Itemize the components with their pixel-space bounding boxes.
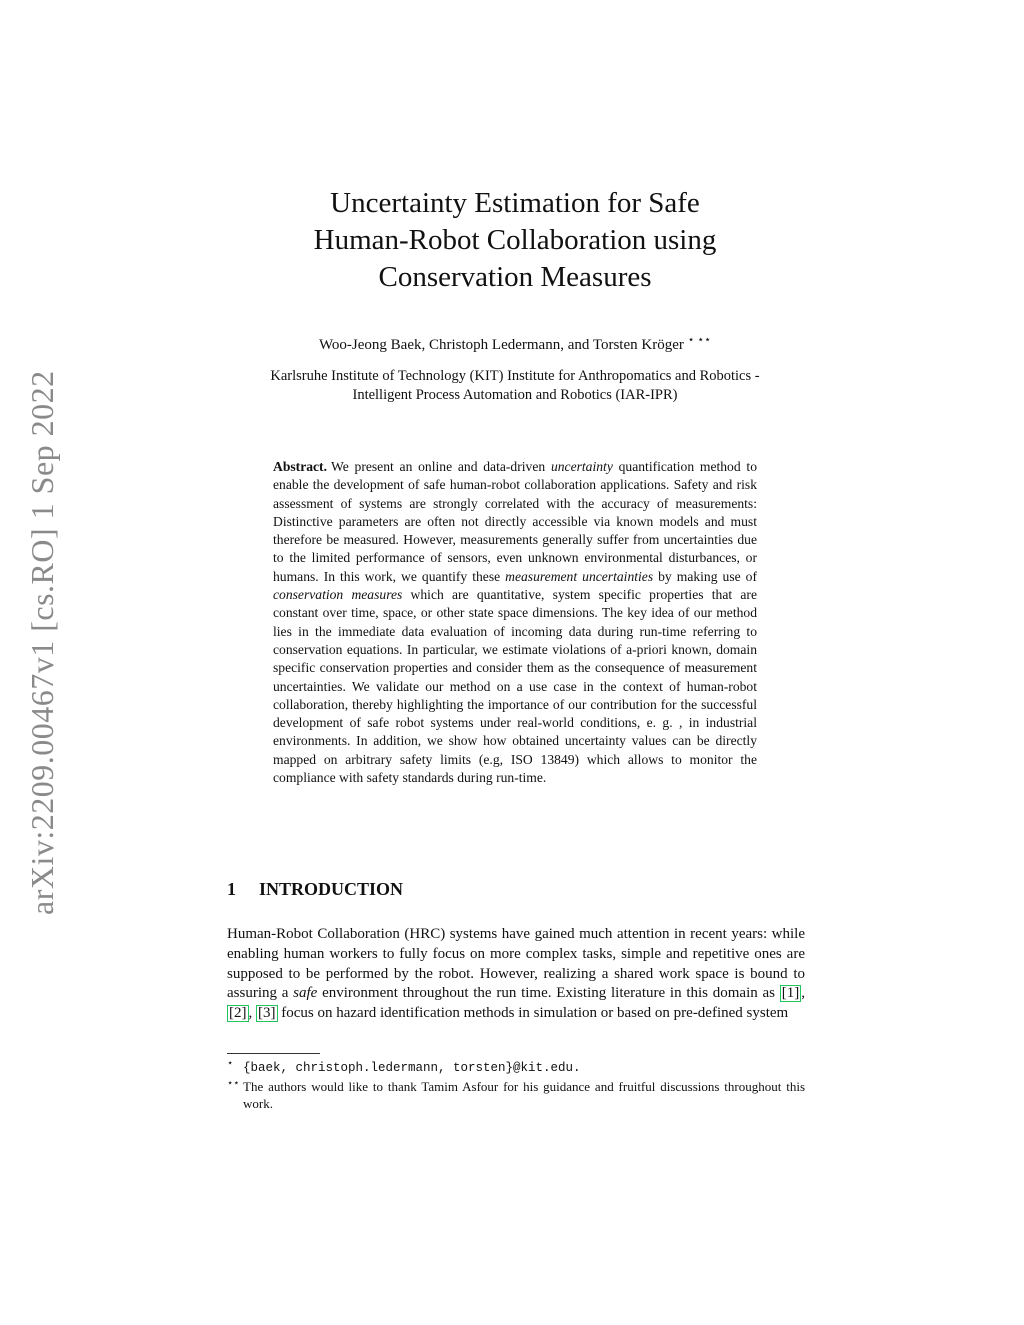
title-line: Conservation Measures <box>378 261 652 293</box>
footnote <box>227 1058 805 1078</box>
abstract-text: by making use of <box>653 568 757 584</box>
intro-emphasis: safe <box>293 985 318 1002</box>
intro-text: Human-Robot Collaboration (HRC) systems have gained much attention in recent years: while enabling human workers to fully focus on more complex tasks, simple and repetitive ones are supposed to be performed by the robot. However, realizing a shared work space is bound to assuring a <box>227 926 805 1002</box>
abstract-emphasis: measurement uncertainties <box>505 568 654 584</box>
section-title: INTRODUCTION <box>259 879 404 899</box>
author-names: Woo-Jeong Baek, Christoph Ledermann, and Torsten Kröger <box>318 337 684 353</box>
affiliation-line: Intelligent Process Automation and Robotics (IAR-IPR) <box>352 387 678 403</box>
section-heading <box>227 878 807 900</box>
intro-paragraph <box>227 925 805 1024</box>
abstract-emphasis: uncertainty <box>550 459 613 474</box>
abstract-label: Abstract. <box>273 459 327 474</box>
intro-text: environment throughout the run time. Existing literature in this domain as <box>317 985 780 1002</box>
footnotes <box>227 1058 805 1113</box>
arxiv-identifier: arXiv:2209.00467v1 [cs.RO] 1 Sep 2022 <box>24 370 60 916</box>
intro-text: focus on hazard identification methods in simulation or based on pre-defined system <box>277 1005 789 1022</box>
affiliation-line: Karlsruhe Institute of Technology (KIT) Institute for Anthropomatics and Robotics - <box>270 368 760 384</box>
citation-separator: , <box>248 1005 256 1022</box>
abstract-emphasis: conservation measures <box>273 587 403 603</box>
footnote-email-text: {baek, christoph.ledermann, torsten}@kit.edu. <box>243 1061 581 1075</box>
title-line: Human-Robot Collaboration using <box>313 224 717 256</box>
footnote-text: The authors would like to thank Tamim Asfour for his guidance and fruitful discussions throughout this work. <box>243 1078 805 1111</box>
abstract <box>273 458 757 787</box>
citation-link[interactable]: [1] <box>781 985 800 1002</box>
title-line: Uncertainty Estimation for Safe <box>330 187 700 219</box>
footnote-divider <box>227 1053 320 1054</box>
citation-link[interactable]: [3] <box>258 1005 276 1022</box>
abstract-text: quantification method to enable the development of safe human-robot collaboration applications. Safety and risk assessment of systems are strongly correlated with the accuracy of measurements: Distinctive parameters are often not directly accessible via known models and must therefore be measured. However, measurements generally suffer from uncertainties due to the limited performance of sensors, even unknown environmental disturbances, or humans. In this work, we quantify these <box>273 459 757 584</box>
affiliation <box>215 367 815 405</box>
citation-link[interactable]: [2] <box>229 1005 247 1022</box>
citation-separator: , <box>801 985 805 1002</box>
author-footnote-marks: ⋆ ⋆⋆ <box>687 334 712 346</box>
paper-title <box>200 185 830 296</box>
footnote <box>227 1078 805 1113</box>
section-number: 1 <box>227 879 236 899</box>
footnote-mark: ⋆⋆ <box>227 1077 240 1089</box>
author-list <box>200 331 830 355</box>
abstract-text: We present an online and data-driven <box>330 459 551 474</box>
abstract-text: which are quantitative, system specific properties that are constant over time, space, or other state space dimensions. The key idea of our method lies in the immediate data evaluation of incoming data during run-time referring to conservation equations. In particular, we estimate violations of a-priori known, domain specific conservation properties and consider them as the consequence of measurement uncertainties. We validate our method on a use case in the context of human-robot collaboration, thereby highlighting the importance of our contribution for the successful development of safe robot systems under real-world conditions, e. g. , in industrial environments. In addition, we show how obtained uncertainty values can be directly mapped on arbitrary safety limits (e.g, ISO 13849) which allows to monitor the compliance with safety standards during run-time. <box>273 587 757 786</box>
footnote-mark: ⋆ <box>227 1058 234 1069</box>
